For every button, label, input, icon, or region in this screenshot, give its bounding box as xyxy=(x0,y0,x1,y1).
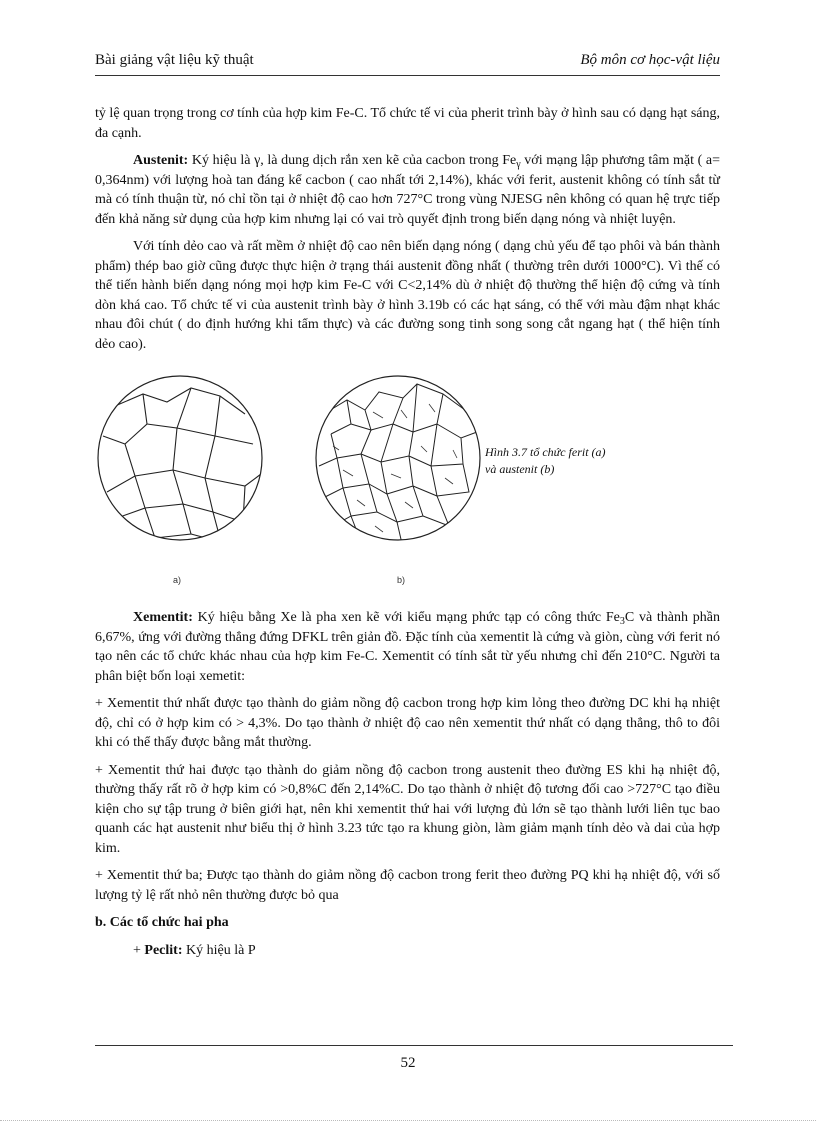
term-austenit: Austenit: xyxy=(133,153,189,168)
paragraph-ferit-end: tỷ lệ quan trọng trong cơ tính của hợp kim Fe-C. Tổ chức tế vi của pherit trình bày ở hình sau có dạng hạt sáng, đa cạnh. xyxy=(95,106,720,141)
paragraph-peclit xyxy=(95,941,720,961)
term-xementit: Xementit: xyxy=(133,610,193,625)
paragraph-xementit xyxy=(95,608,720,686)
peclit-text: Ký hiệu là P xyxy=(182,942,256,958)
figure-microstructure xyxy=(95,366,720,594)
austenit-text-a: Ký hiệu là γ, là dung dịch rắn xen kẽ của cacbon trong Fe xyxy=(188,153,517,168)
page-body xyxy=(95,104,720,968)
caption-line-1: Hình 3.7 tổ chức ferit (a) xyxy=(485,445,606,459)
page-bottom-border xyxy=(0,1120,816,1121)
paragraph-hot-deformation: Với tính dẻo cao và rất mềm ở nhiệt độ cao nên biến dạng nóng ( dạng chủ yếu để tạo phôi và bán thành phẩm) thép bao giờ cũng được thực hiện ở trạng thái austenit đồng nhất ( thường trên dưới 1000°C). Vì thế có thể tiến hành biến dạng nóng mọi hợp kim Fe-C với C<2,14% dù ở nhiệt độ thường thể hiện độ cứng và tính dòn khá cao. Tổ chức tế vi của austenit trình bày ở hình 3.19b có các hạt sáng, có thể với màu đậm nhạt khác nhau đôi chút ( do định hướng khi tẩm thực) và các đường song tinh song song cắt ngang hạt ( thể hiện tính dẻo cao). xyxy=(95,239,720,352)
header-department: Bộ môn cơ học-vật liệu xyxy=(580,52,720,68)
paragraph-xementit-1: + Xementit thứ nhất được tạo thành do giảm nồng độ cacbon trong hợp kim lỏng theo đường DC khi hạ nhiệt độ, chỉ có ở hợp kim có > 4,3%. Do tạo thành ở nhiệt độ cao nên xementit thứ nhất có dạng thẳng, thô to đôi khi có thể thấy được bằng mắt thường. xyxy=(95,696,720,750)
header-rule xyxy=(95,75,720,76)
page-number: 52 xyxy=(400,1055,416,1071)
caption-line-2: và austenit (b) xyxy=(485,462,555,476)
paragraph-austenit xyxy=(95,151,720,229)
figure-label-a: a) xyxy=(173,575,182,585)
austenite-micrograph xyxy=(313,366,483,566)
subscript-gamma: γ xyxy=(516,159,521,170)
page-header xyxy=(95,52,720,74)
subscript-3: 3 xyxy=(619,616,625,627)
xementit-text-b: C và thành phần 6,67%, ứng với đường thẳng đứng DFKL trên giản đồ. Đặc tính của xementit là cứng và giòn, cùng với ferit nó tạo nên các tổ chức khác nhau của hợp kim Fe-C. Xementit có tính sắt từ yếu nhưng chỉ đến 210°C. Người ta phân biệt bốn loại xemetit: xyxy=(95,610,720,684)
xementit-text-a: Ký hiệu bằng Xe là pha xen kẽ với kiểu mạng phức tạp có công thức Fe xyxy=(192,610,620,625)
section-heading-two-phase: b. Các tổ chức hai pha xyxy=(95,915,229,930)
header-course-title: Bài giảng vật liệu kỹ thuật xyxy=(95,52,254,68)
austenit-text-b: với mạng lập phương tâm mặt ( a= 0,364nm) với lượng hoà tan đáng kể cacbon ( cao nhất tới 2,14%), khác với ferit, austenit không có tính sắt từ mà có tính thuận từ, nó chỉ tồn tại ở nhiệt độ cao hơn 727°C trong vùng NJESG nên không có quan hệ trực tiếp đến khả năng sử dụng của hợp kim nhưng lại có vai trò quyết định trong biến dạng nóng và nhiệt luyện. xyxy=(95,153,720,227)
paragraph-xementit-3: + Xementit thứ ba; Được tạo thành do giảm nồng độ cacbon trong ferit theo đường PQ khi hạ nhiệt độ, với số lượng tỷ lệ rất nhỏ nên thường được bỏ qua xyxy=(95,868,720,903)
paragraph-xementit-2: + Xementit thứ hai được tạo thành do giảm nồng độ cacbon trong austenit theo đường ES khi hạ nhiệt độ, thường thấy rất rõ ở hợp kim có >0,8%C đến 2,14%C. Do tạo thành ở nhiệt độ tương đối cao >727°C tạo điều kiện cho sự tập trung ở biên giới hạt, nên khi xementit thứ hai với lượng đủ lớn sẽ tạo thành lưới liên tục bao quanh các hạt austenit như biểu thị ở hình 3.23 tức tạo ra khung giòn, làm giảm mạnh tính dẻo và dai của hợp kim. xyxy=(95,762,720,856)
footer-rule xyxy=(95,1045,733,1046)
figure-caption xyxy=(485,444,645,478)
ferrite-micrograph xyxy=(95,366,265,566)
term-peclit: Peclit: xyxy=(144,942,183,958)
peclit-prefix: + xyxy=(133,942,145,958)
figure-label-b: b) xyxy=(397,575,406,585)
